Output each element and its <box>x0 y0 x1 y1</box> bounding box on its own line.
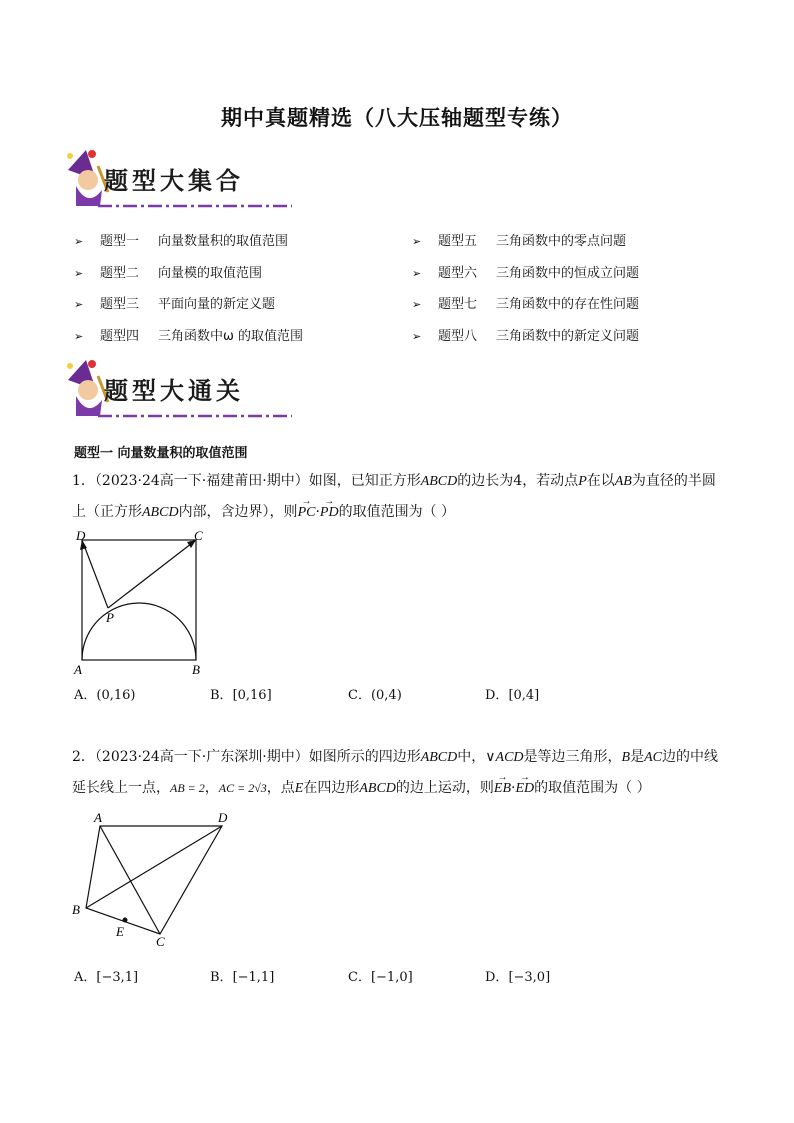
toc-item[interactable]: ➢ 题型三 平面向量的新定义题 <box>74 297 276 312</box>
question-1-line-1: 1．（2023·24高一下·福建莆田·期中）如图，已知正方形ABCD的边长为4，若动点P在以AB为直径的半圆 <box>72 473 716 489</box>
option-b[interactable]: B．[−1,1] <box>210 970 275 985</box>
arrow-bullet-icon: ➢ <box>412 235 422 248</box>
arrow-bullet-icon: ➢ <box>74 330 84 343</box>
toc-item[interactable]: ➢ 题型八 三角函数中的新定义问题 <box>412 329 640 344</box>
point-label-a: A <box>74 662 82 677</box>
page-title: 期中真题精选（八大压轴题型专练） <box>221 106 573 130</box>
point-label-d: D <box>218 810 228 825</box>
section-heading: 题型一 向量数量积的取值范围 <box>74 446 248 461</box>
toc-item[interactable]: ➢ 题型一 向量数量积的取值范围 <box>74 234 289 249</box>
toc-item[interactable]: ➢ 题型四 三角函数中ω 的取值范围 <box>74 329 304 344</box>
option-b[interactable]: B．[0,16] <box>210 688 272 703</box>
arrow-bullet-icon: ➢ <box>74 298 84 311</box>
question-2-line-2: 延长线上一点，AB = 2，AC = 2√3，点E在四边形ABCD的边上运动，则→ EB·→ ED的取值范围为（ ） <box>72 773 732 804</box>
question-1-line-2: 上（正方形ABCD内部，含边界），则→ PC·→ PD的取值范围为（ ） <box>72 497 732 528</box>
question-2-line-1: 2．（2023·24高一下·广东深圳·期中）如图所示的四边形ABCD中，∨ACD是等边三角形，B是AC边的中线 <box>72 749 718 765</box>
option-c[interactable]: C．[−1,0] <box>348 970 413 985</box>
arrow-bullet-icon: ➢ <box>412 267 422 280</box>
point-label-p: P <box>106 610 114 625</box>
point-label-b: B <box>72 902 80 917</box>
section-banner-practice <box>62 356 302 426</box>
arrow-bullet-icon: ➢ <box>412 298 422 311</box>
question-1-text <box>72 466 732 528</box>
arrow-bullet-icon: ➢ <box>74 235 84 248</box>
question-1-figure <box>70 528 210 678</box>
arrow-bullet-icon: ➢ <box>74 267 84 280</box>
section-banner-collection <box>62 146 302 216</box>
toc-item[interactable]: ➢ 题型六 三角函数中的恒成立问题 <box>412 266 640 281</box>
point-label-d: D <box>76 528 86 543</box>
point-label-c: C <box>194 528 203 543</box>
toc-item[interactable]: ➢ 题型五 三角函数中的零点问题 <box>412 234 627 249</box>
point-label-c: C <box>156 934 165 948</box>
arrow-bullet-icon: ➢ <box>412 330 422 343</box>
toc-item[interactable]: ➢ 题型二 向量模的取值范围 <box>74 266 263 281</box>
option-d[interactable]: D．[0,4] <box>485 688 540 703</box>
point-label-a: A <box>94 810 102 825</box>
question-2-text <box>72 742 732 804</box>
option-d[interactable]: D．[−3,0] <box>485 970 551 985</box>
banner-title: 题型大通关 <box>104 376 244 405</box>
option-a[interactable]: A．(0,16) <box>74 688 136 703</box>
point-label-e: E <box>116 924 124 939</box>
banner-title: 题型大集合 <box>104 166 244 195</box>
question-2-figure <box>70 808 250 948</box>
point-label-b: B <box>192 662 200 677</box>
toc-item[interactable]: ➢ 题型七 三角函数中的存在性问题 <box>412 297 640 312</box>
option-c[interactable]: C．(0,4) <box>348 688 402 703</box>
option-a[interactable]: A．[−3,1] <box>74 970 139 985</box>
